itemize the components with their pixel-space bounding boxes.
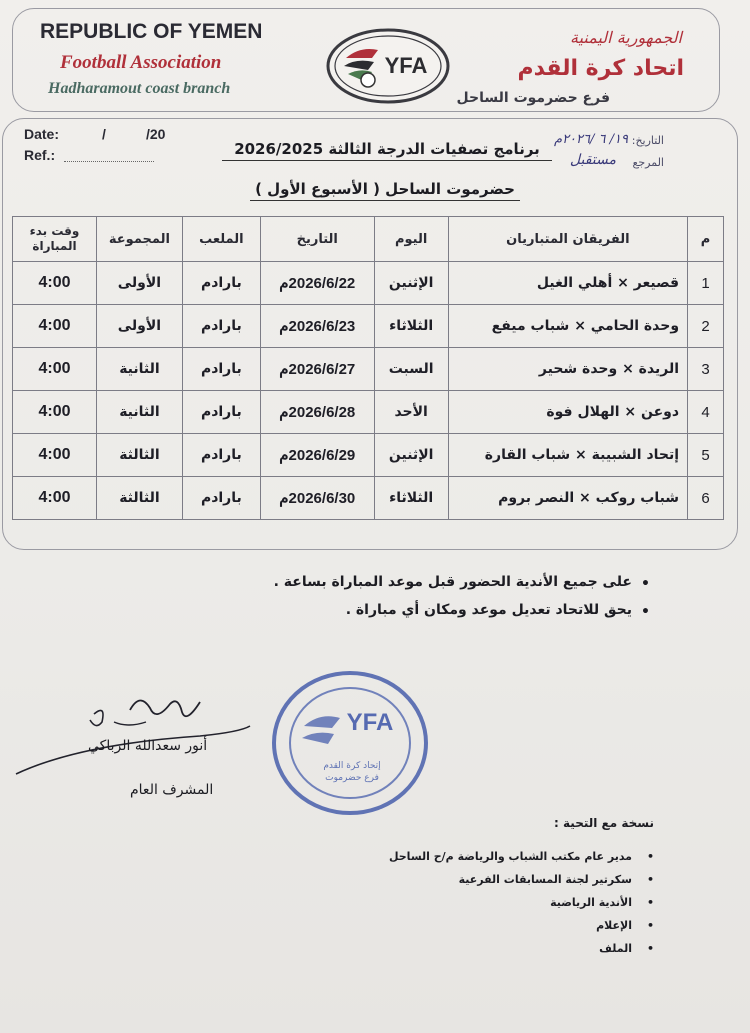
document-title: برنامج تصفيات الدرجة الثالثة 2026/2025 [222,140,552,161]
copy-recipient-text: مدير عام مكتب الشباب والرياضة م/ح الساحل [388,850,632,863]
cell-stadium: بارادم [182,434,260,477]
copy-recipient-text: سكرتير لجنة المسابقات الفرعية [458,873,632,886]
cell-teams: وحدة الحامي × شباب ميفع [448,305,687,348]
ref-blank-line [64,147,154,162]
note-item [200,602,650,618]
table-row [13,305,724,348]
cell-date: 2026/6/22م [260,262,374,305]
ar-ref-label: المرجع [632,156,664,169]
cell-group: الثانية [96,348,182,391]
copy-recipient [389,896,654,909]
cell-time: 4:00 [13,477,97,520]
cell-teams: إتحاد الشبيبة × شباب القارة [448,434,687,477]
col-header-group: المجموعة [96,217,182,262]
ar-date-value: ١٩/ ٦ /٢٠٢٦م [554,132,628,147]
official-stamp [270,668,430,818]
letterhead-org-ar: اتحاد كرة القدم [517,56,684,81]
table-row [13,434,724,477]
col-header-stadium: الملعب [182,217,260,262]
letterhead-country-en: REPUBLIC OF YEMEN [40,20,263,43]
bullet-icon: • [646,942,654,955]
cell-stadium: بارادم [182,262,260,305]
table-header-row [13,217,724,262]
copies-heading: نسخة مع التحية : [554,816,654,830]
cell-date: 2026/6/30م [260,477,374,520]
cell-num: 5 [688,434,724,477]
cell-day: الإثنين [374,434,448,477]
col-header-num: م [688,217,724,262]
cell-time: 4:00 [13,434,97,477]
cell-stadium: بارادم [182,477,260,520]
cell-day: الأحد [374,391,448,434]
cell-num: 3 [688,348,724,391]
cell-group: الثالثة [96,434,182,477]
cell-time: 4:00 [13,262,97,305]
cell-day: الإثنين [374,262,448,305]
copy-recipient-text: الملف [599,942,632,955]
cell-num: 2 [688,305,724,348]
cell-date: 2026/6/29م [260,434,374,477]
note-text: يحق للاتحاد تعديل موعد ومكان أي مباراة . [345,602,632,618]
letterhead-country-ar: الجمهورية اليمنية [569,28,682,47]
cell-num: 6 [688,477,724,520]
cell-day: الثلاثاء [374,477,448,520]
cell-group: الثالثة [96,477,182,520]
copy-recipient [389,919,654,932]
cell-teams: شباب روكب × النصر بروم [448,477,687,520]
signatory-name: أنور سعدالله الرباكي [88,738,208,754]
ar-ref-value: مستقبل [569,152,616,168]
signatory-title: المشرف العام [130,782,214,798]
col-header-time: وقت بدء المباراة [13,217,97,262]
letterhead-branch-ar: فرع حضرموت الساحل [456,90,610,106]
notes-list [200,574,650,630]
col-header-date: التاريخ [260,217,374,262]
date-slash: / [102,126,106,142]
document-subtitle: حضرموت الساحل ( الأسبوع الأول ) [250,180,520,201]
stamp-logo-text: YFA [346,709,394,736]
cell-day: السبت [374,348,448,391]
cell-day: الثلاثاء [374,305,448,348]
table-row [13,391,724,434]
copies-list [389,850,654,965]
table-row [13,348,724,391]
date-year: /20 [146,126,166,142]
copy-recipient-text: الإعلام [596,919,632,932]
stamp-text-1: إتحاد كرة القدم [323,761,381,771]
copy-recipient-text: الأندية الرياضية [550,896,632,909]
copy-recipient [389,942,654,955]
bullet-icon: • [641,576,650,592]
stamp-text-2: فرع حضرموت [325,773,379,783]
cell-teams: الريدة × وحدة شحير [448,348,687,391]
copy-recipient [389,850,654,863]
cell-stadium: بارادم [182,305,260,348]
note-item [200,574,650,590]
cell-stadium: بارادم [182,391,260,434]
col-header-day: اليوم [374,217,448,262]
yfa-logo-text: YFA [384,53,428,78]
cell-num: 4 [688,391,724,434]
bullet-icon: • [641,604,650,620]
cell-stadium: بارادم [182,348,260,391]
col-header-teams: الفريقان المتباريان [448,217,687,262]
cell-group: الأولى [96,305,182,348]
cell-date: 2026/6/23م [260,305,374,348]
ar-date-label: التاريخ: [631,134,664,147]
yfa-logo [326,28,450,104]
bullet-icon: • [646,850,654,863]
letterhead-branch-en: Hadharamout coast branch [48,80,231,97]
date-label: Date: [24,126,60,142]
copy-recipient [389,873,654,886]
bullet-icon: • [646,919,654,932]
bullet-icon: • [646,873,654,886]
handwritten-signature [10,682,270,792]
cell-time: 4:00 [13,305,97,348]
cell-date: 2026/6/28م [260,391,374,434]
match-schedule-table [12,216,724,520]
cell-teams: دوعن × الهلال فوة [448,391,687,434]
letterhead-org-en: Football Association [60,52,222,73]
cell-group: الثانية [96,391,182,434]
cell-time: 4:00 [13,391,97,434]
cell-time: 4:00 [13,348,97,391]
cell-date: 2026/6/27م [260,348,374,391]
bullet-icon: • [646,896,654,909]
table-row [13,477,724,520]
cell-num: 1 [688,262,724,305]
cell-teams: قصيعر × أهلي الغيل [448,262,687,305]
note-text: على جميع الأندية الحضور قبل موعد المباراة بساعة . [273,574,632,590]
table-row [13,262,724,305]
ref-label: Ref.: [24,147,56,163]
cell-group: الأولى [96,262,182,305]
